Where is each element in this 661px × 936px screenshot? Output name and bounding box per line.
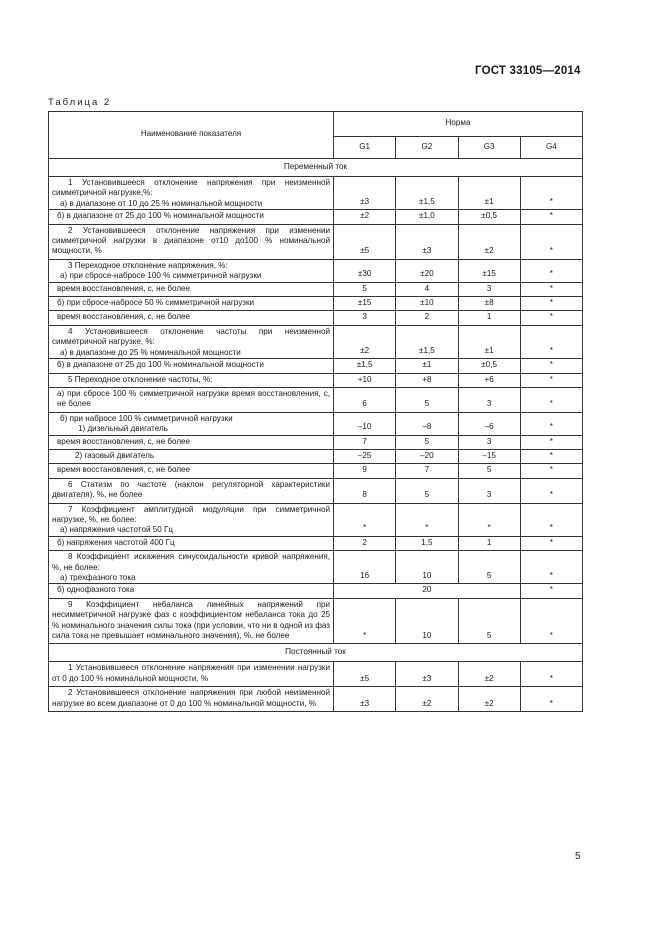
cell-g2: ±2 [396,687,458,712]
cell-g3: ±15 [458,259,520,282]
cell-g2: 5 [396,435,458,449]
cell-g3: 3 [458,478,520,503]
row-title: 8 Коэффициент искажения синусоидальности кривой напряжения, %, не более: [52,552,330,572]
table-row [49,325,583,358]
table-row [49,259,583,282]
cell-g2: 7 [396,464,458,478]
table-row [49,662,583,687]
cell-g4: * [520,478,582,503]
table-row [49,551,583,584]
row-label: а) при сбросе 100 % симметричной нагрузки время восстановления, с, не более [49,387,334,412]
cell-g4: * [520,503,582,536]
cell-g3: 1 [458,536,520,550]
cell-g4: * [520,311,582,325]
table-row [49,297,583,311]
cell-g4: * [520,551,582,584]
table-row [49,311,583,325]
table-row [49,503,583,536]
cell-g2: ±1,0 [396,210,458,224]
row-label: а) в диапазоне до 25 % номинальной мощности [60,347,241,357]
page-number: 5 [575,851,581,862]
row-title: 1 Установившееся отклонение напряжения при неизменной симметричной нагрузке,%: [52,178,330,198]
row-label: время восстановления, с, не более [49,311,334,325]
table-row [49,478,583,503]
cell-g2: 10 [396,598,458,644]
cell-g4: * [520,464,582,478]
row-label: а) в диапазоне от 10 до 25 % номинальной мощности [60,198,263,208]
row-label: а) при сбросе-набросе 100 % симметричной нагрузки [60,271,262,281]
table-row [49,584,583,598]
cell-g1: ±2 [334,325,396,358]
cell-g3: ±2 [458,224,520,259]
cell-g3: –15 [458,449,520,463]
cell-g3: 5 [458,598,520,644]
row-label: 2 Установившееся отклонение напряжения при любой неизменной нагрузке во всем диапазоне от 0 до 100 % номинальной мощности, % [49,687,334,712]
row-label: б) напряжения частотой 400 Гц [49,536,334,550]
table-row [49,282,583,296]
requirements-table [48,111,583,712]
cell-g4: * [520,662,582,687]
table-row [49,224,583,259]
table-row [49,536,583,550]
cell-g2: ±1 [396,359,458,373]
cell-g2: 5 [396,478,458,503]
cell-g4: * [520,598,582,644]
row-title: б) при набросе 100 % симметричной нагрузки [60,413,233,423]
cell-g2: 4 [396,282,458,296]
cell-g3: –6 [458,412,520,435]
col-header-norm: Норма [334,112,583,137]
section-ac: Переменный ток [49,159,583,177]
row-label: время восстановления, с, не более [49,464,334,478]
cell-g2: –8 [396,412,458,435]
cell-g2: 2 [396,311,458,325]
cell-g4: * [520,210,582,224]
cell-g1: 7 [334,435,396,449]
cell-g4: * [520,177,582,210]
cell-g3: * [458,503,520,536]
table-row [49,687,583,712]
row-label: 6 Статизм по частоте (наклон регуляторной характеристики двигателя), %, не более [49,478,334,503]
cell-g4: * [520,449,582,463]
row-label: а) напряжения частотой 50 Гц [60,525,173,535]
cell-g3: 1 [458,311,520,325]
cell-g2: 1,5 [396,536,458,550]
row-label: б) при сбросе-набросе 50 % симметричной нагрузки [49,297,334,311]
cell-g1: ±3 [334,177,396,210]
cell-g1: 9 [334,464,396,478]
row-title: 7 Коэффициент амплитудной модуляции при симметричной нагрузке, %, не более: [52,504,330,524]
cell-g2: 5 [396,387,458,412]
table-row [49,210,583,224]
cell-g1: 6 [334,387,396,412]
cell-g1: ±2 [334,210,396,224]
cell-g4: * [520,325,582,358]
cell-g3: 3 [458,282,520,296]
cell-g2: ±1,5 [396,325,458,358]
col-header-g2: G2 [396,137,458,159]
cell-g3: ±2 [458,662,520,687]
cell-g4: * [520,584,582,598]
cell-g4: * [520,536,582,550]
cell-g4: * [520,435,582,449]
row-label: б) однофазного тока [49,584,334,598]
section-dc: Постоянный ток [49,644,583,662]
cell-g3: ±2 [458,687,520,712]
cell-g2: ±1,5 [396,177,458,210]
col-header-g1: G1 [334,137,396,159]
cell-g4: * [520,412,582,435]
cell-g1: ±15 [334,297,396,311]
cell-g3: ±8 [458,297,520,311]
row-label: 2 Установившееся отклонение напряжения при изменении симметричной нагрузки в диапазоне от10 до100 % номинальной мощности, % [49,224,334,259]
row-label: время восстановления, с, не более [49,282,334,296]
table-row [49,373,583,387]
cell-g3: 3 [458,435,520,449]
standard-number: ГОСТ 33105—2014 [475,65,581,77]
table-row [49,412,583,435]
cell-g2: ±3 [396,224,458,259]
table-row [49,177,583,210]
cell-g1: ±5 [334,662,396,687]
cell-g3: ±1 [458,325,520,358]
cell-g3: ±1 [458,177,520,210]
table-row [49,464,583,478]
cell-g3: ±0,5 [458,210,520,224]
cell-g1: +10 [334,373,396,387]
cell-g4: * [520,359,582,373]
cell-g1: ±1,5 [334,359,396,373]
cell-g3: 5 [458,464,520,478]
cell-g1: ±30 [334,259,396,282]
table-row [49,598,583,644]
row-label: 1 Установившееся отклонение напряжения при изменении нагрузки от 0 до 100 % номинальной мощности, % [49,662,334,687]
cell-g3: 5 [458,551,520,584]
table-row [49,435,583,449]
cell-g1: ±5 [334,224,396,259]
row-title: 4 Установившееся отклонение частоты при неизменной симметричной нагрузке, %: [52,326,330,347]
cell-g2: ±20 [396,259,458,282]
cell-g3: ±0,5 [458,359,520,373]
cell-g1: 3 [334,311,396,325]
row-label: 9 Коэффициент небаланса линейных напряжений при несимметричной нагрузке фаз с коэффициентом небаланса тока до 25 % номинального значения силы тока (при условии, что ни в одной из фаз сила тока не превышает номинального значения), %, не более [49,598,334,644]
row-label: 2) газовый двигатель [49,449,334,463]
row-label: 5 Переходное отклонение частоты, %: [49,373,334,387]
cell-g1: 5 [334,282,396,296]
col-header-name: Наименование показателя [49,112,334,159]
table-row [49,449,583,463]
cell-g2: +8 [396,373,458,387]
cell-g1: 2 [334,536,396,550]
cell-g1: 8 [334,478,396,503]
cell-g2: 10 [396,551,458,584]
row-label: б) в диапазоне от 25 до 100 % номинальной мощности [49,210,334,224]
cell-g4: * [520,297,582,311]
table-row [49,387,583,412]
cell-g4: * [520,687,582,712]
cell-g4: * [520,224,582,259]
cell-g1: 16 [334,551,396,584]
cell-merged-g1-g3: 20 [334,584,521,598]
row-title: 3 Переходное отклонение напряжения, %: [68,260,228,270]
row-label: а) трехфазного тока [60,573,136,582]
cell-g4: * [520,282,582,296]
cell-g1: * [334,598,396,644]
cell-g2: * [396,503,458,536]
cell-g1: * [334,503,396,536]
cell-g4: * [520,259,582,282]
row-label: время восстановления, с, не более [49,435,334,449]
cell-g3: 3 [458,387,520,412]
row-label: б) в диапазоне от 25 до 100 % номинальной мощности [49,359,334,373]
table-row [49,359,583,373]
cell-g1: –10 [334,412,396,435]
cell-g1: –25 [334,449,396,463]
col-header-g3: G3 [458,137,520,159]
cell-g4: * [520,373,582,387]
cell-g4: * [520,387,582,412]
table-caption: Таблица 2 [48,97,112,108]
cell-g2: ±10 [396,297,458,311]
cell-g2: ±3 [396,662,458,687]
col-header-g4: G4 [520,137,582,159]
cell-g3: +6 [458,373,520,387]
row-label: 1) дизельный двигатель [78,424,168,434]
cell-g2: –20 [396,449,458,463]
cell-g1: ±3 [334,687,396,712]
